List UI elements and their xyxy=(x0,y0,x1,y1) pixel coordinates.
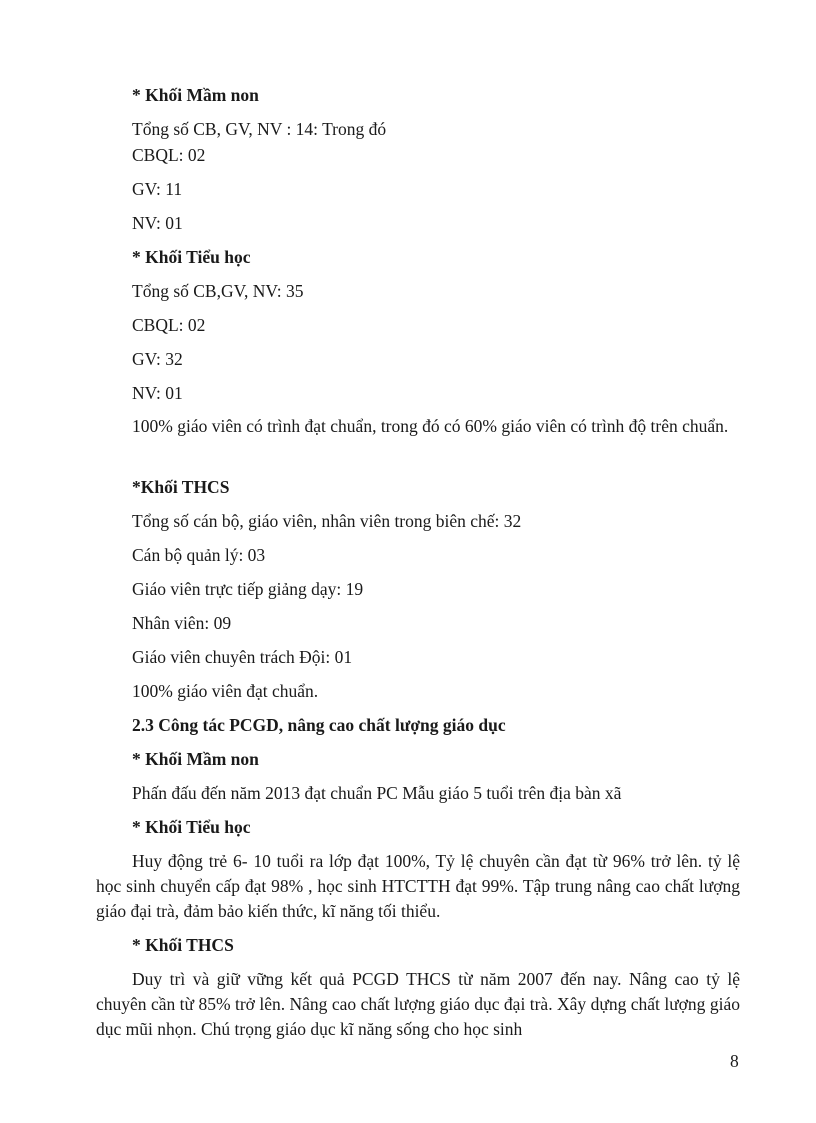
mamnon-total: Tổng số CB, GV, NV : 14: Trong đó xyxy=(132,119,387,139)
section-mamnon-heading: * Khối Mầm non xyxy=(132,749,259,769)
section-thcs-text: Duy trì và giữ vững kết quả PCGD THCS từ năm 2007 đến nay. Nâng cao tỷ lệ chuyên cần từ 85% trở lên. Nâng cao chất lượng giáo dục đại trà. Xây dựng chất lượng giáo dục mũi nhọn. Chú trọng giáo dục kĩ năng sống cho học sinh xyxy=(96,969,740,1039)
tieuhoc-heading: * Khối Tiểu học xyxy=(132,247,251,267)
thcs-total: Tổng số cán bộ, giáo viên, nhân viên trong biên chế: 32 xyxy=(132,511,522,531)
section-thcs-heading: * Khối THCS xyxy=(132,935,234,955)
thcs-note: 100% giáo viên đạt chuẩn. xyxy=(132,681,319,701)
page-number: 8 xyxy=(730,1051,739,1071)
tieuhoc-cbql: CBQL: 02 xyxy=(132,315,206,335)
thcs-cbql: Cán bộ quản lý: 03 xyxy=(132,545,266,565)
thcs-nv: Nhân viên: 09 xyxy=(132,613,232,633)
section-tieuhoc-text: Huy động trẻ 6- 10 tuổi ra lớp đạt 100%, Tỷ lệ chuyên cần đạt từ 96% trở lên. tỷ lệ học sinh chuyển cấp đạt 98% , học sinh HTCTTH đạt 99%. Tập trung nâng cao chất lượng giáo đại trà, đảm bảo kiến thức, kĩ năng tối thiểu. xyxy=(96,851,740,921)
tieuhoc-note: 100% giáo viên có trình đạt chuẩn, trong đó có 60% giáo viên có trình độ trên chuẩn. xyxy=(132,416,729,436)
mamnon-gv: GV: 11 xyxy=(132,179,183,199)
tieuhoc-total: Tổng số CB,GV, NV: 35 xyxy=(132,281,304,301)
mamnon-cbql: CBQL: 02 xyxy=(132,145,206,165)
thcs-doi: Giáo viên chuyên trách Đội: 01 xyxy=(132,647,353,667)
tieuhoc-gv: GV: 32 xyxy=(132,349,183,369)
thcs-gv: Giáo viên trực tiếp giảng dạy: 19 xyxy=(132,579,364,599)
tieuhoc-nv: NV: 01 xyxy=(132,383,183,403)
section-mamnon-text: Phấn đấu đến năm 2013 đạt chuẩn PC Mẫu giáo 5 tuổi trên địa bàn xã xyxy=(132,783,622,803)
section-tieuhoc-heading: * Khối Tiểu học xyxy=(132,817,251,837)
thcs-heading: *Khối THCS xyxy=(132,477,230,497)
mamnon-nv: NV: 01 xyxy=(132,213,183,233)
section-2-3-title: 2.3 Công tác PCGD, nâng cao chất lượng giáo dục xyxy=(132,715,506,735)
mamnon-heading: * Khối Mầm non xyxy=(132,85,259,105)
